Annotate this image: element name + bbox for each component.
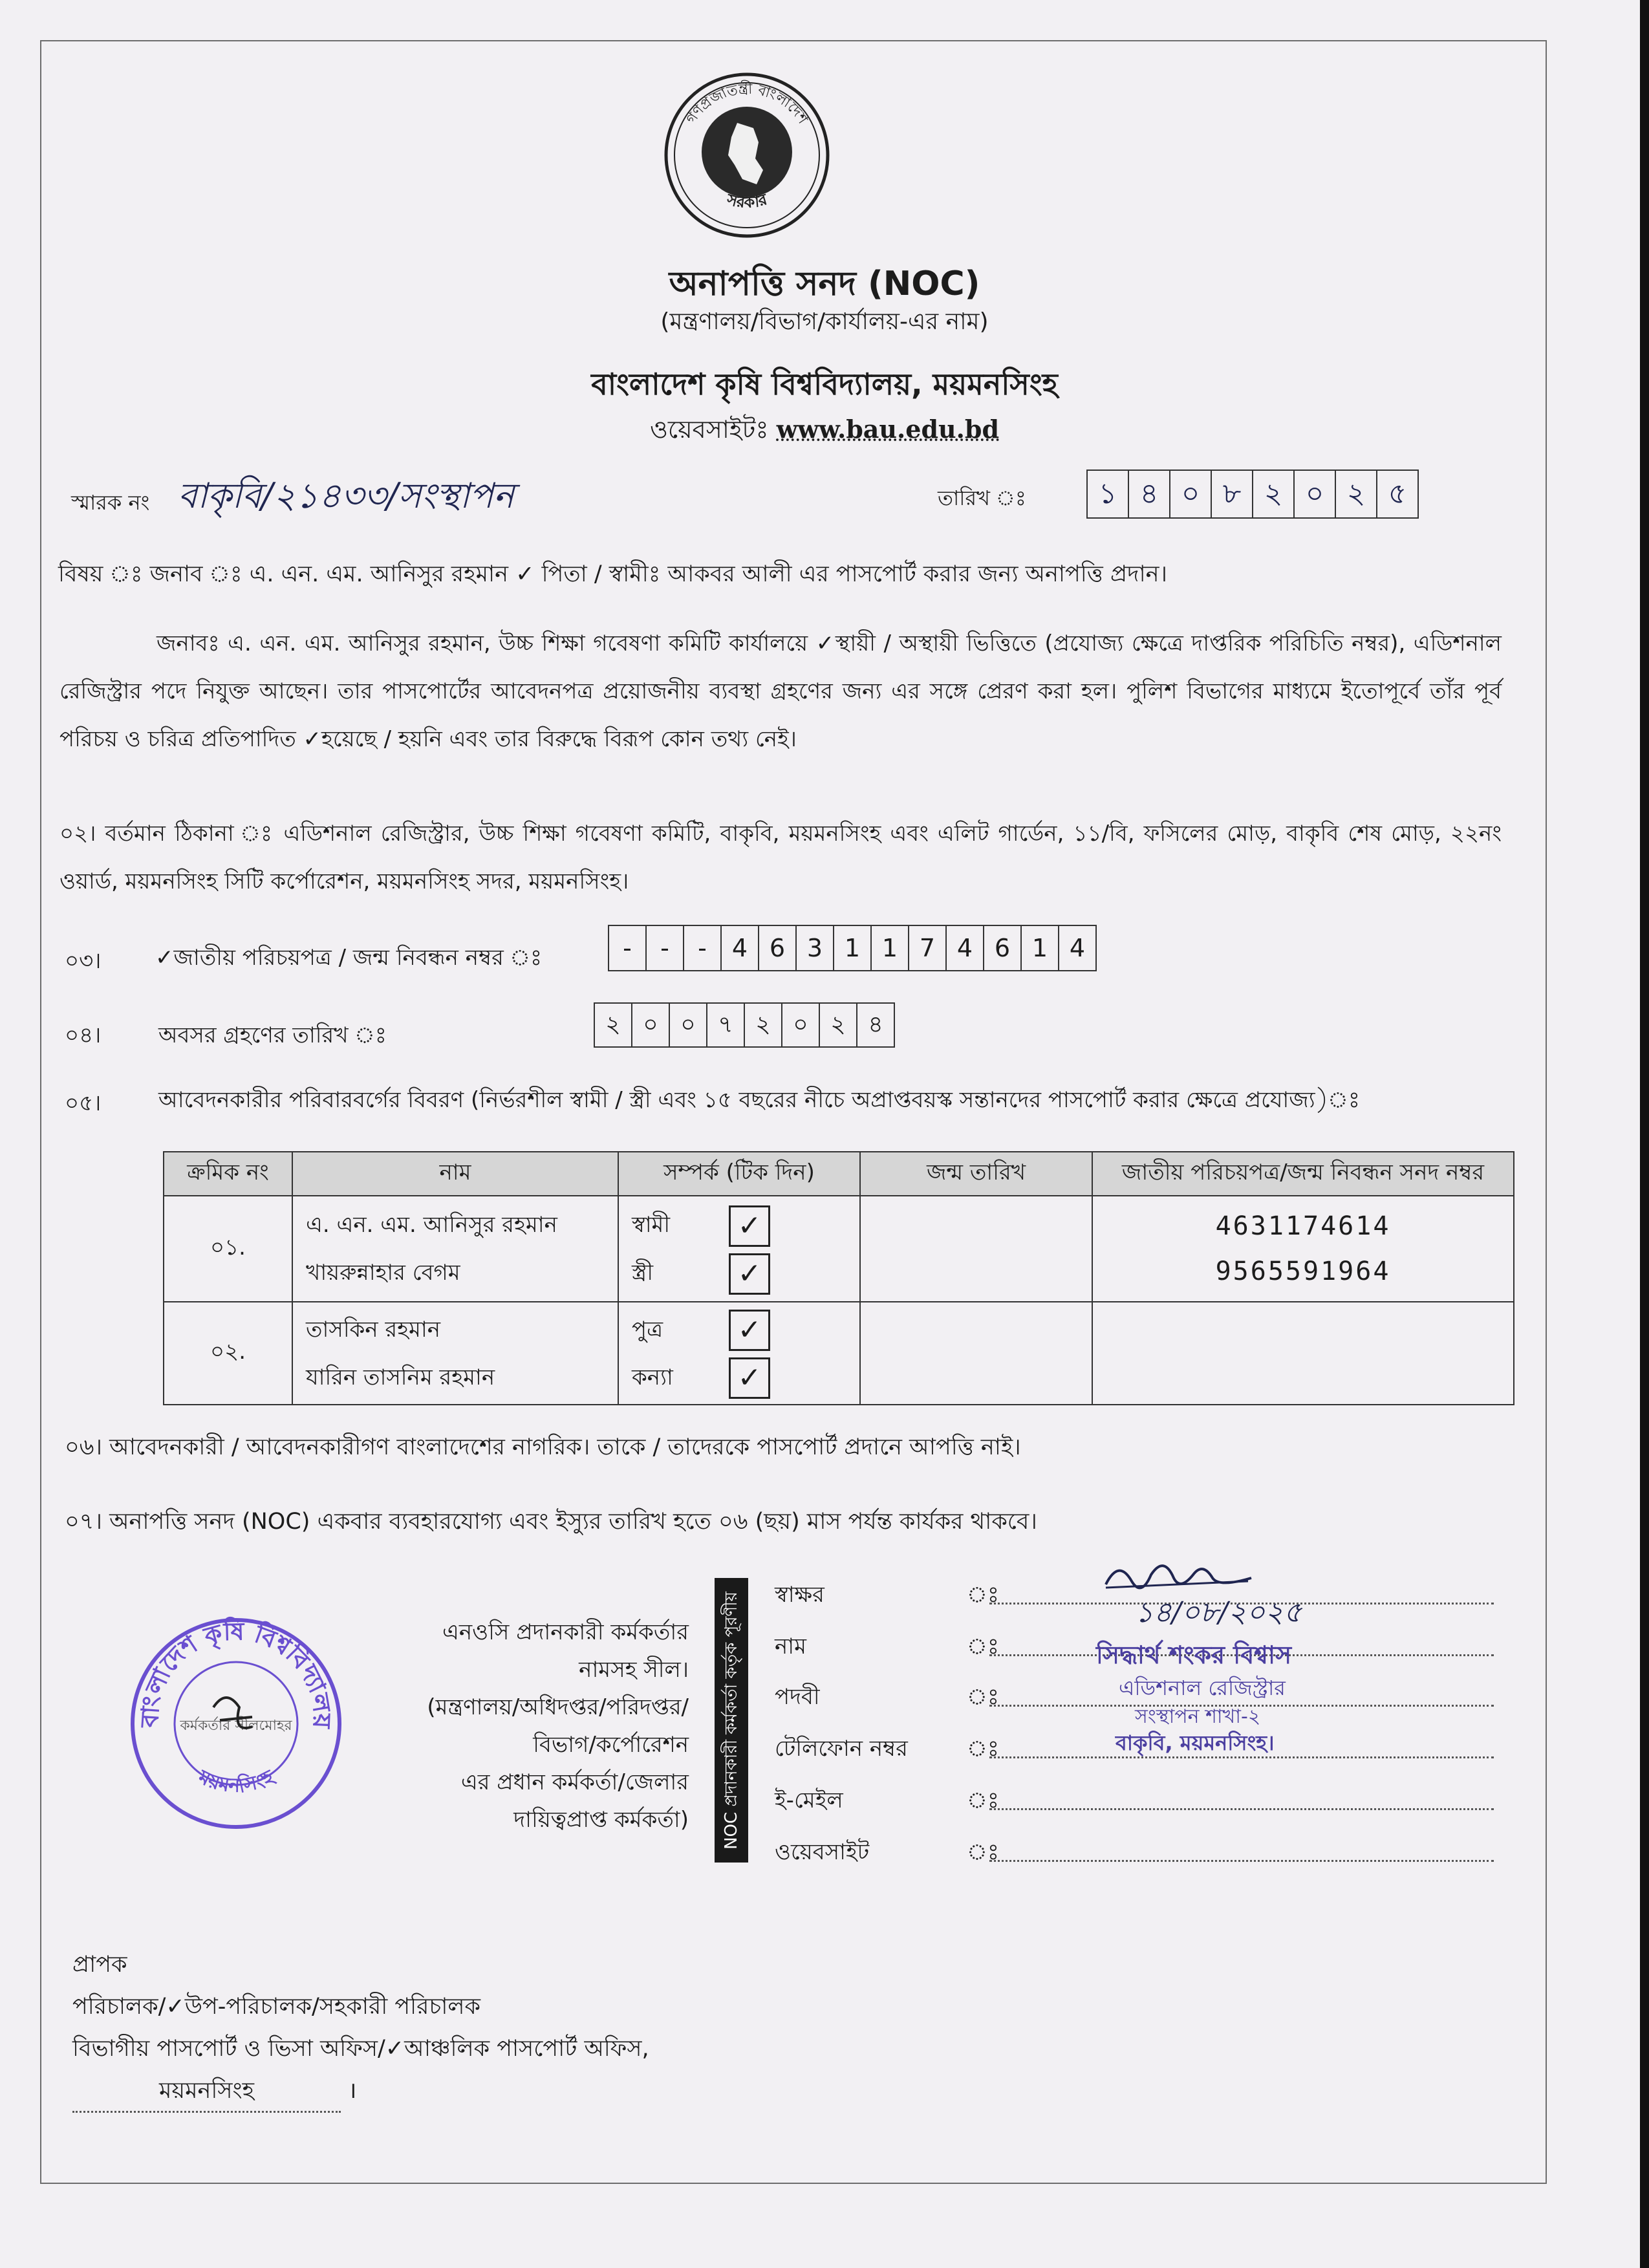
officer-place: বাকৃবি, ময়মনসিংহ।: [1116, 1731, 1275, 1755]
website-line: [0, 411, 1649, 452]
digit-box-cell: ২: [1253, 471, 1295, 517]
website-label: ওয়েবসাইটঃ: [649, 415, 769, 444]
digit-box-cell: ২: [820, 1004, 857, 1046]
col-birthdate: জন্ম তারিখ: [860, 1152, 1092, 1196]
digit-box-cell: 6: [759, 926, 797, 970]
relation-cell: [618, 1196, 860, 1302]
member-name: এ. এন. এম. আনিসুর রহমান: [306, 1212, 557, 1238]
serial-cell: ০২.: [164, 1302, 292, 1405]
item-07-validity: ০৭। অনাপত্তি সনদ (NOC) একবার ব্যবহারযোগ্য এবং ইস্যুর তারিখ হতে ০৬ (ছয়) মাস পর্যন্ত কার্যকর থাকবে।: [65, 1509, 1037, 1535]
paragraph-employment: জনাবঃ এ. এন. এম. আনিসুর রহমান, উচ্চ শিক্ষা গবেষণা কমিটি কার্যালয়ে ✓স্থায়ী / অস্থায়ী ভিত্তিতে (প্রযোজ্য ক্ষেত্রে দাপ্তরিক পরিচিতি নম্বর), এডিশনাল রেজিস্ট্রার পদে নিযুক্ত আছেন। তার পাসপোর্টের আবেদনপত্র প্রয়োজনীয় ব্যবস্থা গ্রহণের জন্য এর সঙ্গে প্রেরণ করা হল। পুলিশ বিভাগের মাধ্যমে ইতোপূর্বে তাঁর পূর্ব পরিচয় ও চরিত্র প্রতিপাদিত ✓হয়েছে / হয়নি এবং তার বিরুদ্ধে বিরূপ কোন তথ্য নেই।: [59, 631, 1502, 752]
digit-box-cell: ৮: [1212, 471, 1253, 517]
digit-box-cell: ০: [1170, 471, 1212, 517]
issuer-line: দায়িত্বপ্রাপ্ত কর্মকর্তা): [513, 1807, 689, 1833]
relation-cell: [618, 1302, 860, 1405]
nid-number-boxes: [608, 925, 1097, 971]
memo-number: বাকৃবি/২১৪৩৩/সংস্থাপন: [178, 475, 514, 516]
relation-label: স্বামী: [632, 1212, 671, 1238]
digit-box-cell: ২: [595, 1004, 632, 1046]
colon: ঃ: [967, 1582, 999, 1608]
item-05-number: ০৫।: [65, 1090, 102, 1116]
officer-title: এডিশনাল রেজিস্ট্রার: [1119, 1676, 1286, 1700]
officer-branch: সংস্থাপন শাখা-২: [1135, 1705, 1261, 1728]
svg-text:কর্মকর্তার সীলমোহর: কর্মকর্তার সীলমোহর: [180, 1718, 292, 1734]
recipient-end: ।: [348, 2078, 357, 2104]
digit-box-cell: 1: [872, 926, 909, 970]
digit-box-cell: 4: [1069, 934, 1086, 962]
digit-box-cell: 1: [1022, 926, 1059, 970]
colon: ঃ: [967, 1634, 999, 1659]
subject-line: বিষয় ঃ জনাব ঃ এ. এন. এম. আনিসুর রহমান ✓ পিতা / স্বামীঃ আকবর আলী এর পাসপোর্ট করার জন্য অনাপত্তি প্রদান।: [58, 561, 1168, 587]
relation-label: স্ত্রী: [632, 1260, 654, 1286]
website-link[interactable]: www.bau.edu.bd: [776, 415, 1000, 444]
telephone-label: টেলিফোন নম্বর: [775, 1736, 908, 1762]
nid-cell: [1092, 1302, 1514, 1405]
recipient-line-1: পরিচালক/✓উপ-পরিচালক/সহকারী পরিচালক: [72, 1994, 480, 2020]
colon: ঃ: [967, 1787, 999, 1813]
university-stamp: [123, 1610, 349, 1837]
digit-box-cell: ৭: [707, 1004, 745, 1046]
colon: ঃ: [967, 1684, 999, 1710]
colon: ঃ: [967, 1736, 999, 1762]
digit-box-cell: ৪: [1129, 471, 1170, 517]
family-table: [163, 1151, 1514, 1405]
recipient-city: ময়মনসিংহ: [72, 2073, 341, 2113]
svg-text:বাংলাদেশ কৃষি বিশ্ববিদ্যালয়: বাংলাদেশ কৃষি বিশ্ববিদ্যালয়: [135, 1617, 337, 1729]
digit-box-cell: ৪: [868, 1011, 883, 1038]
designation-label: পদবী: [775, 1684, 820, 1710]
website-field-line: [989, 1860, 1494, 1862]
item-02-address: ০২। বর্তমান ঠিকানা ঃ এডিশনাল রেজিস্ট্রার, উচ্চ শিক্ষা গবেষণা কমিটি, বাকৃবি, ময়মনসিংহ এবং এলিট গার্ডেন, ১১/বি, ফসিলের মোড়, বাকৃবি শেষ মোড়, ২২নং ওয়ার্ড, ময়মনসিংহ সিটি কর্পোরেশন, ময়মনসিংহ সদর, ময়মনসিংহ।: [59, 821, 1502, 894]
issuer-line: (মন্ত্রণালয়/অধিদপ্তর/পরিদপ্তর/: [427, 1694, 689, 1720]
relation-checkbox[interactable]: ✓: [729, 1310, 770, 1351]
col-name: নাম: [292, 1152, 618, 1196]
digit-box-cell: 7: [909, 926, 947, 970]
member-nid: 9565591964: [1215, 1257, 1391, 1286]
date-label: তারিখ ঃ: [938, 486, 1026, 510]
member-nid: 4631174614: [1215, 1211, 1391, 1241]
digit-box-cell: ২: [1336, 471, 1377, 517]
nid-cell: [1092, 1196, 1514, 1302]
digit-box-cell: 4: [947, 926, 984, 970]
recipient-line-2: বিভাগীয় পাসপোর্ট ও ভিসা অফিস/✓আঞ্চলিক পাসপোর্ট অফিস,: [72, 2036, 649, 2062]
digit-box-cell: -: [684, 926, 722, 970]
document-subtitle: (মন্ত্রণালয়/বিভাগ/কার্যালয়-এর নাম): [660, 308, 989, 335]
digit-box-cell: 1: [834, 926, 872, 970]
issuer-line: নামসহ সীল।: [579, 1657, 689, 1683]
noc-vertical-bar: NOC প্রদানকারী কর্মকর্তা কর্তৃক পূরণীয়: [715, 1578, 748, 1863]
retirement-date-boxes: [594, 1002, 895, 1048]
digit-box-cell: ০: [782, 1004, 820, 1046]
svg-text:সরকার: সরকার: [724, 190, 770, 212]
signed-date: ১৪/০৮/২০২৫: [1135, 1596, 1302, 1629]
col-nid: জাতীয় পরিচয়পত্র/জন্ম নিবন্ধন সনদ নম্বর: [1092, 1152, 1514, 1196]
digit-box-cell: ০: [632, 1004, 670, 1046]
issuer-line: বিভাগ/কর্পোরেশন: [533, 1732, 689, 1758]
item-06-citizenship: ০৬। আবেদনকারী / আবেদনকারীগণ বাংলাদেশের নাগরিক। তাকে / তাদেরকে পাসপোর্ট প্রদানে আপত্তি নাই।: [65, 1434, 1021, 1460]
signature-label: স্বাক্ষর: [775, 1582, 824, 1608]
birthdate-cell: [860, 1302, 1092, 1405]
organization-name: বাংলাদেশ কৃষি বিশ্ববিদ্যালয়, ময়মনসিংহ: [591, 367, 1058, 402]
col-relation: সম্পর্ক (টিক দিন): [618, 1152, 860, 1196]
memo-date-boxes: [1086, 470, 1419, 519]
relation-checkbox[interactable]: ✓: [729, 1205, 770, 1247]
digit-box-cell: 4: [722, 926, 759, 970]
table-row: [164, 1196, 1514, 1302]
digit-box-cell: -: [647, 926, 684, 970]
officer-name: সিদ্ধার্থ শংকর বিশ্বাস: [1096, 1641, 1292, 1669]
member-name: যারিন তাসনিম রহমান: [306, 1364, 495, 1390]
item-04-number: ০৪।: [65, 1022, 102, 1048]
item-05-label: আবেদনকারীর পরিবারবর্গের বিবরণ (নির্ভরশীল স্বামী / স্ত্রী এবং ১৫ বছরের নীচে অপ্রাপ্তবয়স্ক সন্তানদের পাসপোর্ট করার ক্ষেত্রে প্রযোজ্য)ঃ: [158, 1087, 1360, 1113]
memo-label: স্মারক নং: [71, 490, 150, 515]
digit-box-cell: 3: [797, 926, 834, 970]
item-03-number: ০৩।: [65, 948, 102, 974]
member-name: তাসকিন রহমান: [306, 1316, 441, 1343]
relation-checkbox[interactable]: ✓: [729, 1357, 770, 1399]
name-cell: [292, 1302, 618, 1405]
digit-box-cell: ০: [1295, 471, 1336, 517]
email-line: [989, 1808, 1494, 1810]
website-field-label: ওয়েবসাইট: [775, 1839, 870, 1865]
name-label: নাম: [775, 1634, 807, 1659]
digit-box-cell: ০: [670, 1004, 707, 1046]
digit-box-cell: ৫: [1388, 477, 1407, 510]
digit-box-cell: ১: [1088, 471, 1129, 517]
digit-box-cell: 6: [984, 926, 1022, 970]
member-name: খায়রুন্নাহার বেগম: [306, 1260, 460, 1286]
birthdate-cell: [860, 1196, 1092, 1302]
relation-label: পুত্র: [632, 1316, 663, 1343]
svg-text:ময়মনসিংহ: ময়মনসিংহ: [195, 1766, 277, 1798]
table-header-row: [164, 1152, 1514, 1196]
col-serial: ক্রমিক নং: [164, 1152, 292, 1196]
item-03-label: ✓জাতীয় পরিচয়পত্র / জন্ম নিবন্ধন নম্বর ঃ: [155, 945, 543, 971]
issuer-instructions: [362, 1614, 689, 1839]
relation-label: কন্যা: [632, 1364, 673, 1390]
digit-box-cell: -: [609, 926, 647, 970]
issuer-line: এর প্রধান কর্মকর্তা/জেলার: [460, 1769, 689, 1795]
government-seal: [660, 61, 834, 249]
recipient-heading: প্রাপক: [72, 1952, 127, 1978]
document-title: অনাপত্তি সনদ (NOC): [669, 265, 980, 303]
svg-text:গণপ্রজাতন্ত্রী বাংলাদেশ: গণপ্রজাতন্ত্রী বাংলাদেশ: [683, 81, 811, 127]
relation-checkbox[interactable]: ✓: [729, 1253, 770, 1295]
digit-box-cell: ২: [745, 1004, 782, 1046]
email-label: ই-মেইল: [775, 1787, 843, 1813]
colon: ঃ: [967, 1839, 999, 1865]
issuer-line: এনওসি প্রদানকারী কর্মকর্তার: [442, 1619, 689, 1645]
serial-cell: ০১.: [164, 1196, 292, 1302]
name-cell: [292, 1196, 618, 1302]
item-04-label: অবসর গ্রহণের তারিখ ঃ: [158, 1022, 387, 1048]
table-row: [164, 1302, 1514, 1405]
recipient-city-line: [72, 2073, 356, 2113]
